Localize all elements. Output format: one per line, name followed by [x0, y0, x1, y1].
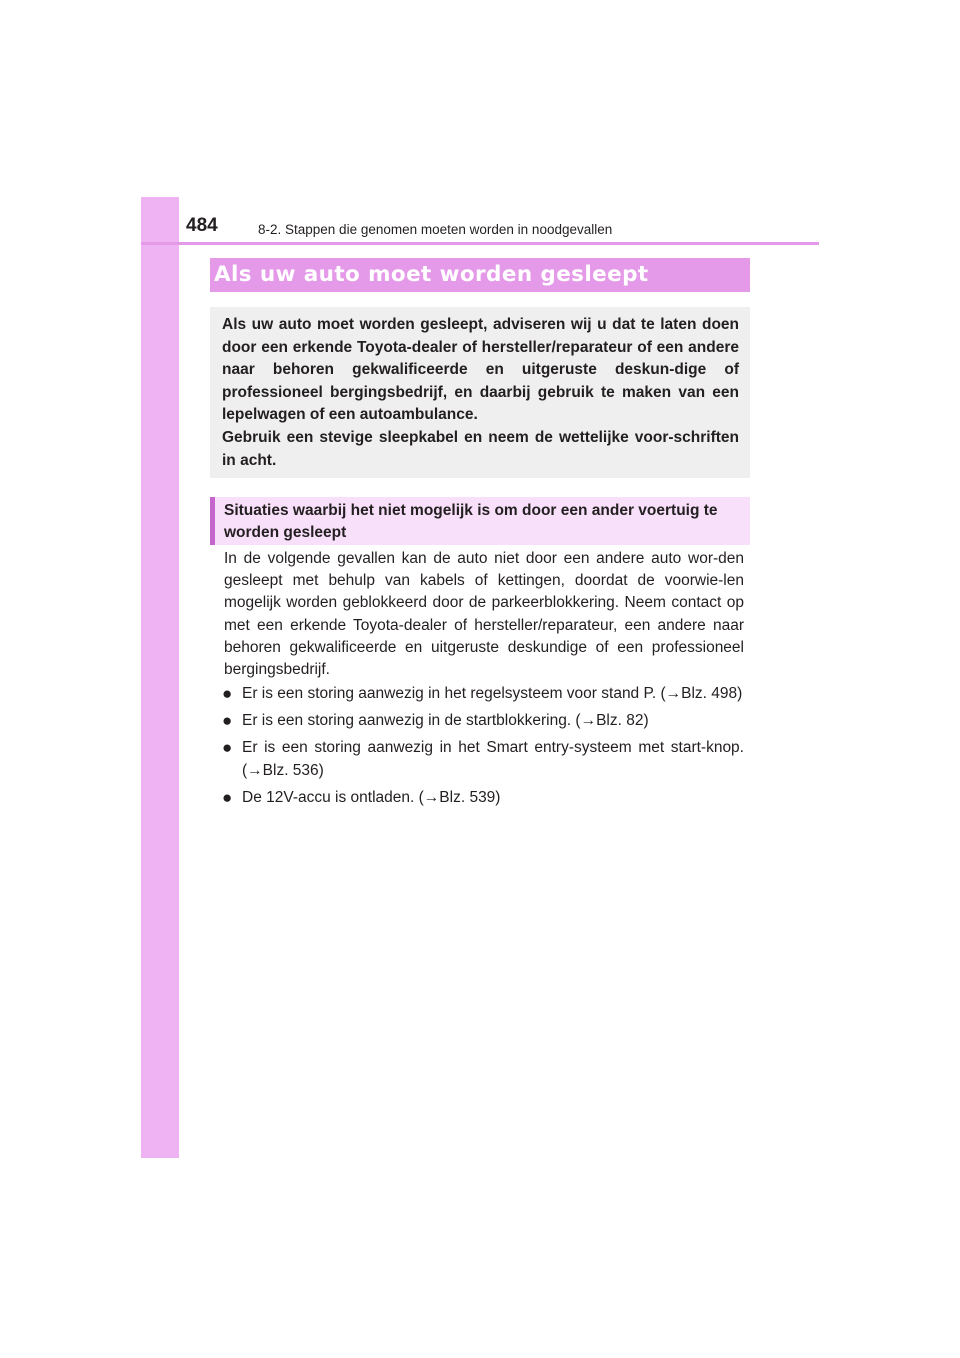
body-paragraph: In de volgende gevallen kan de auto niet door een andere auto wor-den gesleept met behulp van kabels of kettingen, doordat de voorwie-len mogelijk worden geblokkeerd door de parkeerblokkering. Neem contact op met een erkende Toyota-dealer of hersteller/reparateur, een andere naar behoren gekwalificeerde en uitgeruste deskundige of een professioneel bergingsbedrijf. [224, 550, 744, 679]
intro-paragraph-1: Als uw auto moet worden gesleept, adviseren wij u dat te laten doen door een erkende Toyota-dealer of hersteller/reparateur of een andere naar behoren gekwalificeerde en uitgeruste deskun-dige of professioneel bergingsbedrijf, en daarbij gebruik te maken van een lepelwagen of een autoambulance. [222, 316, 739, 424]
intro-paragraph-2: Gebruik een stevige sleepkabel en neem de wettelijke voor-schriften in acht. [222, 428, 739, 469]
intro-box [210, 307, 750, 478]
list-item [222, 787, 744, 809]
list-item-text: Er is een storing aanwezig in het Smart entry-systeem met start-knop. (→Blz. 536) [242, 739, 744, 779]
subheading-text: Situaties waarbij het niet mogelijk is om door een ander voertuig te worden gesleept [224, 502, 718, 541]
bullet-circle-icon: ● [222, 684, 233, 703]
bullet-circle-icon: ● [222, 738, 233, 758]
chapter-title: 8-2. Stappen die genomen moeten worden in noodgevallen [258, 222, 613, 237]
section-title-bar [210, 258, 750, 292]
list-item [222, 683, 744, 705]
bullet-circle-icon: ● [222, 711, 233, 731]
subheading-box [210, 497, 750, 545]
list-item-text: De 12V-accu is ontladen. (→Blz. 539) [242, 788, 501, 806]
list-item-text: Er is een storing aanwezig in het regelsysteem voor stand P. (→Blz. 498) [242, 685, 743, 702]
intro-text [222, 314, 739, 472]
list-item [222, 710, 744, 732]
subheading-accent-bar [210, 497, 215, 545]
page-number: 484 [186, 215, 218, 236]
chapter-side-band [141, 197, 179, 1158]
header-rule [141, 242, 819, 245]
section-title: Als uw auto moet worden gesleept [214, 262, 649, 287]
list-item [222, 737, 744, 781]
bullet-list [222, 683, 744, 814]
list-item-text: Er is een storing aanwezig in de startblokkering. (→Blz. 82) [242, 712, 649, 730]
bullet-circle-icon: ● [222, 787, 233, 807]
